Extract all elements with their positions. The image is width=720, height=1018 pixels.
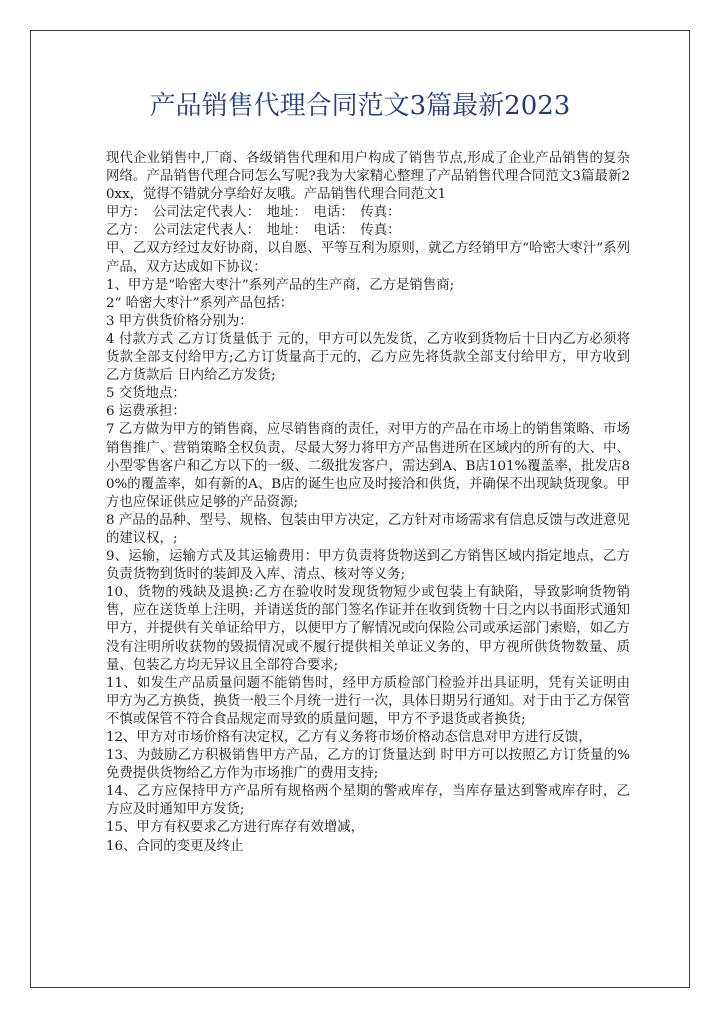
clause-16: 16、合同的变更及终止 bbox=[106, 838, 244, 854]
clause-5: 5 交货地点： bbox=[106, 386, 186, 402]
document-body bbox=[106, 150, 630, 856]
clause-12: 12、甲方对市场价格有决定权，乙方有义务将市场价格动态信息对甲方进行反馈， bbox=[106, 730, 592, 745]
clause-7: 7 乙方做为甲方的销售商，应尽销售商的责任，对甲方的产品在市场上的销售策略、市场销售推广、营销策略全权负责，尽最大努力将甲方产品售进所在区域内的所有的大、中、小型零售客户和乙方以下的一级、二级批发客户，需达到A、B店101%覆盖率，批发店80%的覆盖率，如有新的A、B店的诞生也应及时接洽和供货，并确保不出现缺货现象。甲方也应保证供应足够的产品资源; bbox=[106, 422, 630, 510]
clause-11: 11、如发生产品质量问题不能销售时，经甲方质检部门检验并出具证明，凭有关证明由甲方为乙方换货，换货一般三个月统一进行一次，具体日期另行通知。对于由于乙方保管不慎或保管不符合食品规定而导致的质量问题，甲方不予退货或者换货; bbox=[106, 675, 630, 727]
paragraph-agreement: 甲、乙双方经过友好协商，以自愿、平等互利为原则，就乙方经销甲方“哈密大枣汁”系列产品，双方达成如下协议： bbox=[106, 241, 630, 275]
clause-9: 9、运输，运输方式及其运输费用：甲方负责将货物送到乙方销售区域内指定地点，乙方负责货物到货时的装卸及入库、清点、核对等义务; bbox=[106, 549, 630, 583]
clause-8: 8 产品的品种、型号、规格、包装由甲方决定，乙方针对市场需求有信息反馈与改进意见的建议权，; bbox=[106, 512, 630, 546]
clause-6: 6 运费承担： bbox=[106, 404, 186, 420]
clause-15: 15、甲方有权要求乙方进行库存有效增减， bbox=[106, 820, 365, 836]
document-title: 产品销售代理合同范文3篇最新2023 bbox=[149, 91, 571, 121]
clause-4: 4 付款方式 乙方订货量低于 元的，甲方可以先发货，乙方收到货物后十日内乙方必须将货款全部支付给甲方;乙方订货量高于元的，乙方应先将货款全部支付给甲方，甲方收到乙方货款后 日内给乙方发货; bbox=[106, 331, 630, 384]
clause-2: 2“ 哈密大枣汁”系列产品包括： bbox=[106, 295, 294, 311]
paragraph-intro: 现代企业销售中,厂商、各级销售代理和用户构成了销售节点,形成了企业产品销售的复杂网络。产品销售代理合同怎么写呢?我为大家精心整理了产品销售代理合同范文3篇最新20xx，觉得不错就分享给好友哦。产品销售代理合同范文1 bbox=[106, 151, 630, 203]
clause-1: 1、甲方是“哈密大枣汁”系列产品的生产商，乙方是销售商; bbox=[106, 277, 455, 293]
clause-10: 10、货物的残缺及退换:乙方在验收时发现货物短少或包装上有缺陷，导致影响货物销售，应在送货单上注明，并请送货的部门签名作证并在收到货物十日之内以书面形式通知甲方，并提供有关单证给甲方，以便甲方了解情况或向保险公司或承运部门索赔，如乙方没有注明所收获物的毁损情况或不履行提供相关单证义务的，甲方视所供货物数量、质量、包装乙方均无异议且全部符合要求; bbox=[106, 585, 630, 673]
clause-3: 3 甲方供货价格分别为： bbox=[106, 313, 253, 329]
clause-14: 14、乙方应保持甲方产品所有规格两个星期的警戒库存，当库存量达到警戒库存时，乙方应及时通知甲方发货; bbox=[106, 784, 630, 818]
paragraph-party-b: 乙方： 公司法定代表人： 地址： 电话： 传真： bbox=[106, 223, 401, 239]
clause-13: 13、为鼓励乙方积极销售甲方产品，乙方的订货量达到 时甲方可以按照乙方订货量的%免费提供货物给乙方作为市场推广的费用支持; bbox=[106, 748, 630, 782]
paragraph-party-a: 甲方： 公司法定代表人： 地址： 电话： 传真： bbox=[106, 205, 401, 221]
